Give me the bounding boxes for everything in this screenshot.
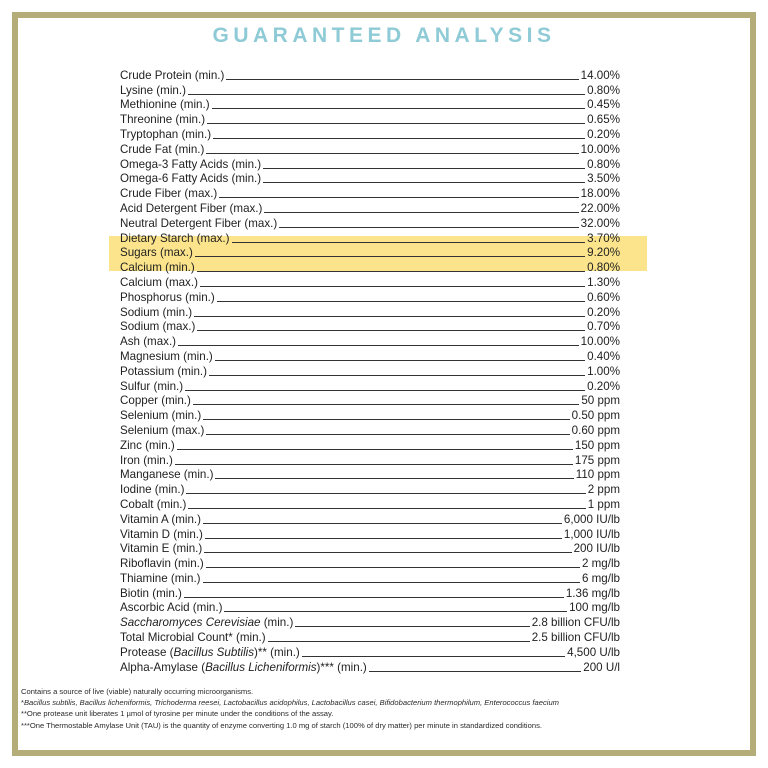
footnote-protease: **One protease unit liberates 1 µmol of tyrosine per minute under the conditions of the assay. xyxy=(21,709,334,719)
row-label: Vitamin E (min.) xyxy=(120,542,203,556)
table-row xyxy=(120,585,620,600)
page-title: GUARANTEED ANALYSIS xyxy=(212,24,556,47)
row-value: 2 mg/lb xyxy=(581,557,620,571)
row-value: 1.00% xyxy=(587,364,620,378)
row-value: 6 mg/lb xyxy=(581,571,620,585)
leader-line xyxy=(185,390,585,391)
row-label: Sulfur (min.) xyxy=(120,379,184,393)
row-value: 32.00% xyxy=(580,216,620,230)
leader-line xyxy=(203,419,569,420)
row-value: 200 U/l xyxy=(583,660,620,674)
row-label: Iodine (min.) xyxy=(120,483,185,497)
row-value: 110 ppm xyxy=(575,468,620,482)
table-row xyxy=(120,97,620,112)
table-row xyxy=(120,541,620,556)
row-label: Sugars (max.) xyxy=(120,246,193,260)
leader-line xyxy=(232,242,586,243)
row-label: Crude Fat (min.) xyxy=(120,142,205,156)
table-row xyxy=(120,304,620,319)
row-value: 0.80% xyxy=(587,157,620,171)
row-value: 50 ppm xyxy=(581,394,620,408)
row-label: Vitamin D (min.) xyxy=(120,527,203,541)
row-label: Copper (min.) xyxy=(120,394,191,408)
leader-line xyxy=(213,138,585,139)
leader-line xyxy=(178,345,579,346)
leader-line xyxy=(177,449,573,450)
row-label: Lysine (min.) xyxy=(120,83,186,97)
table-row xyxy=(120,200,620,215)
row-label: Selenium (min.) xyxy=(120,409,202,423)
row-label: Crude Fiber (max.) xyxy=(120,187,218,201)
leader-line xyxy=(295,626,529,627)
table-row xyxy=(120,348,620,363)
row-value: 6,000 IU/lb xyxy=(563,512,620,526)
row-value: 1.30% xyxy=(587,275,620,289)
row-value: 2.5 billion CFU/lb xyxy=(531,631,620,645)
row-value: 3.70% xyxy=(587,231,620,245)
row-value: 0.20% xyxy=(587,379,620,393)
leader-line xyxy=(197,271,585,272)
leader-line xyxy=(226,79,578,80)
row-value: 18.00% xyxy=(580,187,620,201)
row-label: Sodium (max.) xyxy=(120,320,196,334)
row-label: Omega-6 Fatty Acids (min.) xyxy=(120,172,262,186)
leader-line xyxy=(175,464,573,465)
table-row xyxy=(120,555,620,570)
leader-line xyxy=(195,256,585,257)
leader-line xyxy=(263,182,585,183)
table-row xyxy=(120,230,620,245)
row-label: Magnesium (min.) xyxy=(120,349,213,363)
table-row xyxy=(120,407,620,422)
row-value: 0.80% xyxy=(587,261,620,275)
row-value: 150 ppm xyxy=(574,438,620,452)
table-row xyxy=(120,141,620,156)
row-label: Calcium (min.) xyxy=(120,261,195,275)
leader-line xyxy=(212,108,586,109)
table-row xyxy=(120,156,620,171)
row-value: 0.45% xyxy=(587,98,620,112)
table-row xyxy=(120,629,620,644)
row-label: Sodium (min.) xyxy=(120,305,193,319)
row-label: Alpha-Amylase (Bacillus Licheniformis)*** (min.) xyxy=(120,660,367,674)
leader-line xyxy=(207,123,585,124)
table-row xyxy=(120,126,620,141)
table-row xyxy=(120,511,620,526)
table-row xyxy=(120,600,620,615)
row-value: 200 IU/lb xyxy=(573,542,620,556)
table-row xyxy=(120,259,620,274)
row-value: 0.20% xyxy=(587,127,620,141)
row-label: Total Microbial Count* (min.) xyxy=(120,631,266,645)
row-value: 1 ppm xyxy=(587,497,620,511)
table-row xyxy=(120,82,620,97)
table-row xyxy=(120,111,620,126)
leader-line xyxy=(302,656,565,657)
row-label: Zinc (min.) xyxy=(120,438,175,452)
table-row xyxy=(120,171,620,186)
row-label: Ash (max.) xyxy=(120,335,177,349)
row-value: 0.60 ppm xyxy=(571,423,620,437)
table-row xyxy=(120,422,620,437)
row-label: Manganese (min.) xyxy=(120,468,214,482)
row-label: Omega-3 Fatty Acids (min.) xyxy=(120,157,262,171)
analysis-table xyxy=(120,67,620,674)
table-row xyxy=(120,644,620,659)
table-row xyxy=(120,496,620,511)
leader-line xyxy=(203,523,562,524)
leader-line xyxy=(279,227,578,228)
leader-line xyxy=(209,375,585,376)
leader-line xyxy=(206,567,580,568)
row-label: Threonine (min.) xyxy=(120,113,206,127)
table-row xyxy=(120,437,620,452)
row-value: 0.80% xyxy=(587,83,620,97)
row-value: 0.40% xyxy=(587,349,620,363)
row-value: 10.00% xyxy=(580,335,620,349)
leader-line xyxy=(215,478,573,479)
leader-line xyxy=(217,301,585,302)
row-value: 0.70% xyxy=(587,320,620,334)
footnote-live-microorganisms: Contains a source of live (viable) naturally occurring microorganisms. xyxy=(21,687,254,696)
table-row xyxy=(120,378,620,393)
table-row xyxy=(120,659,620,674)
row-value: 0.20% xyxy=(587,305,620,319)
leader-line xyxy=(206,434,569,435)
leader-line xyxy=(215,360,585,361)
row-value: 0.50 ppm xyxy=(571,409,620,423)
footnote-organisms: *Bacillus subtilis, Bacillus licheniformis, Trichoderma reesei, Lactobacillus acidophilus, Lactobacillus casei, Bifidobacterium thermophilum, Enterococcus faecium xyxy=(21,698,560,708)
leader-line xyxy=(203,582,580,583)
row-value: 1,000 IU/lb xyxy=(563,527,620,541)
leader-line xyxy=(200,286,585,287)
row-label: Riboflavin (min.) xyxy=(120,557,204,571)
table-row xyxy=(120,481,620,496)
leader-line xyxy=(204,552,571,553)
row-label: Thiamine (min.) xyxy=(120,571,201,585)
row-label: Tryptophan (min.) xyxy=(120,127,212,141)
leader-line xyxy=(186,493,585,494)
table-row xyxy=(120,393,620,408)
row-label: Methionine (min.) xyxy=(120,98,210,112)
row-label: Potassium (min.) xyxy=(120,364,207,378)
row-label: Ascorbic Acid (min.) xyxy=(120,601,223,615)
row-label: Vitamin A (min.) xyxy=(120,512,201,526)
row-label: Selenium (max.) xyxy=(120,423,205,437)
row-value: 0.65% xyxy=(587,113,620,127)
row-value: 10.00% xyxy=(580,142,620,156)
table-row xyxy=(120,245,620,260)
row-label: Saccharomyces Cerevisiae (min.) xyxy=(120,616,294,630)
row-value: 22.00% xyxy=(580,201,620,215)
row-value: 14.00% xyxy=(580,68,620,82)
table-row xyxy=(120,185,620,200)
leader-line xyxy=(197,330,585,331)
table-row xyxy=(120,333,620,348)
table-row xyxy=(120,363,620,378)
row-label: Iron (min.) xyxy=(120,453,173,467)
leader-line xyxy=(219,197,578,198)
row-label: Calcium (max.) xyxy=(120,275,198,289)
footnote-amylase: ***One Thermostable Amylase Unit (TAU) is the quantity of enzyme converting 1.0 mg of starch (100% of dry matter) per minute in standardized conditions. xyxy=(21,720,542,730)
leader-line xyxy=(205,538,562,539)
row-value: 0.60% xyxy=(587,290,620,304)
leader-line xyxy=(206,153,578,154)
row-value: 2 ppm xyxy=(587,483,620,497)
row-label: Cobalt (min.) xyxy=(120,497,187,511)
row-value: 9.20% xyxy=(587,246,620,260)
table-row xyxy=(120,614,620,629)
table-row xyxy=(120,274,620,289)
leader-line xyxy=(224,611,567,612)
table-row xyxy=(120,467,620,482)
row-label: Phosphorus (min.) xyxy=(120,290,215,304)
leader-line xyxy=(184,597,564,598)
row-value: 3.50% xyxy=(587,172,620,186)
footnotes xyxy=(21,686,741,731)
leader-line xyxy=(263,168,585,169)
leader-line xyxy=(193,404,579,405)
row-label: Neutral Detergent Fiber (max.) xyxy=(120,216,278,230)
table-row xyxy=(120,67,620,82)
table-row xyxy=(120,289,620,304)
row-label: Biotin (min.) xyxy=(120,586,182,600)
leader-line xyxy=(369,671,581,672)
row-label: Protease (Bacillus Subtilis)** (min.) xyxy=(120,645,300,659)
leader-line xyxy=(188,508,585,509)
table-row xyxy=(120,526,620,541)
row-label: Crude Protein (min.) xyxy=(120,68,225,82)
row-value: 4,500 U/lb xyxy=(567,645,620,659)
row-label: Dietary Starch (max.) xyxy=(120,231,230,245)
leader-line xyxy=(268,641,530,642)
row-value: 175 ppm xyxy=(574,453,620,467)
table-row xyxy=(120,319,620,334)
table-row xyxy=(120,215,620,230)
table-row xyxy=(120,570,620,585)
row-value: 1.36 mg/lb xyxy=(565,586,620,600)
row-value: 2.8 billion CFU/lb xyxy=(531,616,620,630)
leader-line xyxy=(194,316,585,317)
table-row xyxy=(120,452,620,467)
leader-line xyxy=(188,94,585,95)
row-value: 100 mg/lb xyxy=(569,601,620,615)
row-label: Acid Detergent Fiber (max.) xyxy=(120,201,263,215)
leader-line xyxy=(264,212,578,213)
